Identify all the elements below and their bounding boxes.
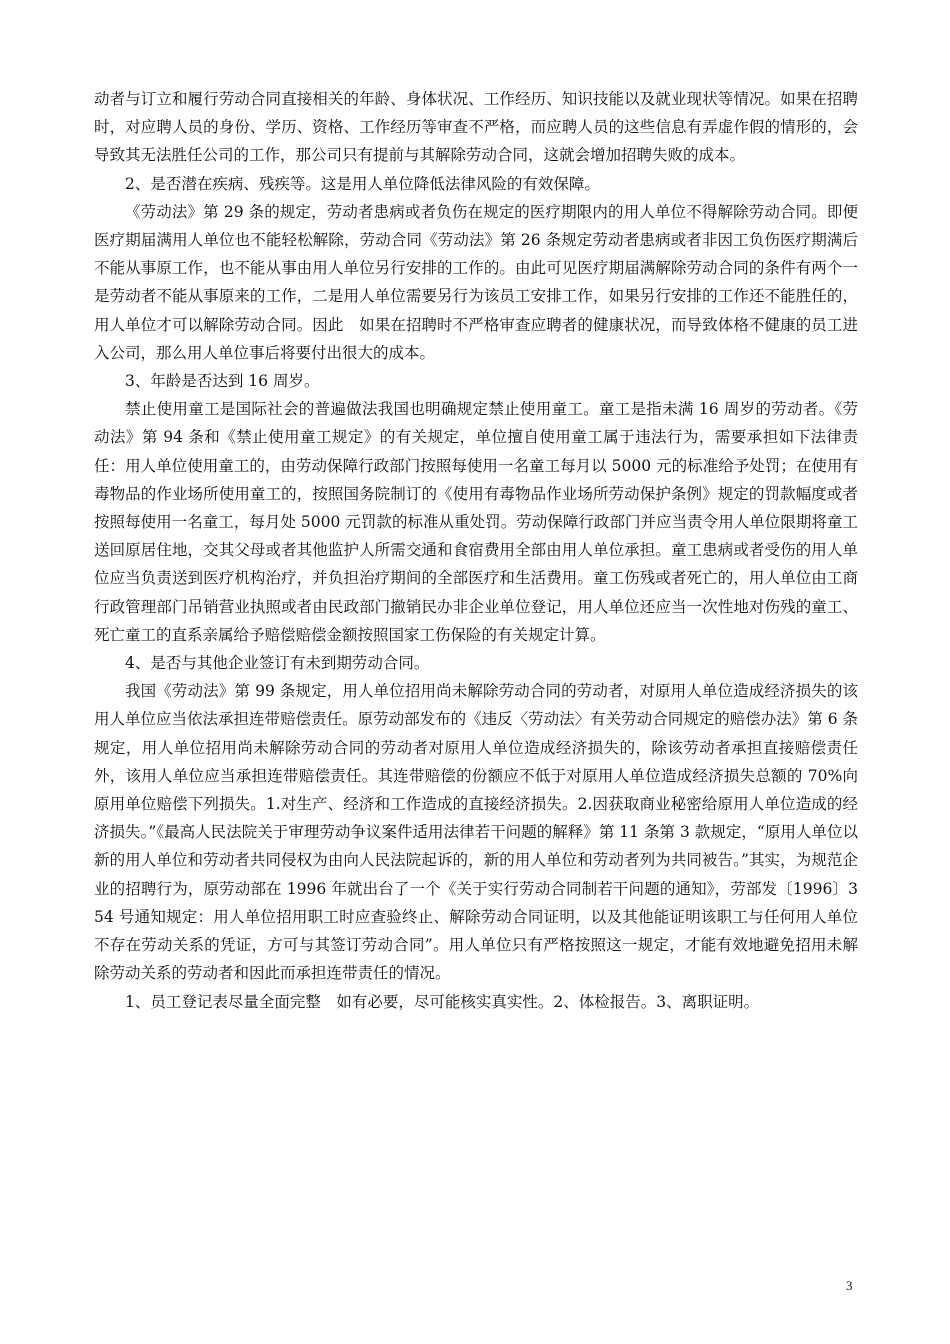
paragraph-joint-liability-law: 我国《劳动法》第 99 条规定，用人单位招用尚未解除劳动合同的劳动者，对原用人单位造成经济损失的该用人单位应当依法承担连带赔偿责任。原劳动部发布的《违反〈劳动法〉有关劳动合同规定的赔偿办法》第 6 条规定，用人单位招用尚未解除劳动合同的劳动者对原用人单位造成经济损失的，除该劳动者承担直接赔偿责任外，该用人单位应当承担连带赔偿责任。其连带赔偿的份额应不低于对原用人单位造成经济损失总额的 70%向原用单位赔偿下列损失。1.对生产、经济和工作造成的直接经济损失。2.因获取商业秘密给原用人单位造成的经济损失。”《最高人民法院关于审理劳动争议案件适用法律若干问题的解释》第 11 条第 3 款规定，“原用人单位以新的用人单位和劳动者共同侵权为由向人民法院起诉的，新的用人单位和劳动者列为共同被告。”其实，为规范企业的招聘行为，原劳动部在 1996 年就出台了一个《关于实行劳动合同制若干问题的通知》，劳部发〔1996〕354 号通知规定：用人单位招用职工时应查验终止、解除劳动合同证明，以及其他能证明该职工与任何用人单位不存在劳动关系的凭证，方可与其签订劳动合同”。用人单位只有严格按照这一规定，才能有效地避免招用未解除劳动关系的劳动者和因此而承担连带责任的情况。 <box>94 682 858 983</box>
paragraph-hiring-documents: 1、员工登记表尽量全面完整 如有必要，尽可能核实真实性。2、体检报告。3、离职证明。 <box>125 992 760 1011</box>
heading-health-check: 2、是否潜在疾病、残疾等。这是用人单位降低法律风险的有效保障。 <box>125 174 600 193</box>
paragraph-child-labor-rules: 禁止使用童工是国际社会的普遍做法我国也明确规定禁止使用童工。童工是指未满 16 周岁的劳动者。《劳动法》第 94 条和《禁止使用童工规定》的有关规定，单位擅自使用童工属于违法行为，需要承担如下法律责任：用人单位使用童工的，由劳动保障行政部门按照每使用一名童工每月以 5000 元的标准给予处罚；在使用有毒物品的作业场所使用童工的，按照国务院制订的《使用有毒物品作业场所劳动保护条例》规定的罚款幅度或者按照每使用一名童工，每月处 5000 元罚款的标准从重处罚。劳动保障行政部门并应当责令用人单位限期将童工送回原居住地，交其父母或者其他监护人所需交通和食宿费用全部由用人单位承担。童工患病或者受伤的用人单位应当负责送到医疗机构治疗，并负担治疗期间的全部医疗和生活费用。童工伤残或者死亡的，用人单位由工商行政管理部门吊销营业执照或者由民政部门撤销民办非企业单位登记，用人单位还应当一次性地对伤残的童工、死亡童工的直系亲属给予赔偿赔偿金额按照国家工伤保险的有关规定计算。 <box>94 400 858 644</box>
heading-age-check: 3、年龄是否达到 16 周岁。 <box>125 372 320 391</box>
page-number: 3 <box>846 1278 853 1293</box>
paragraph-applicant-information-continued: 动者与订立和履行劳动合同直接相关的年龄、身体状况、工作经历、知识技能以及就业现状等情况。如果在招聘时，对应聘人员的身份、学历、资格、工作经历等审查不严格，而应聘人员的这些信息有弄虚作假的情形的，会导致其无法胜任公司的工作，那公司只有提前与其解除劳动合同，这就会增加招聘失败的成本。 <box>94 90 858 165</box>
document-body <box>94 85 858 1016</box>
paragraph-medical-period-law: 《劳动法》第 29 条的规定，劳动者患病或者负伤在规定的医疗期限内的用人单位不得解除劳动合同。即便医疗期届满用人单位也不能轻松解除，劳动合同《劳动法》第 26 条规定劳动者患病或者非因工负伤医疗期满后不能从事原工作，也不能从事由用人单位另行安排的工作的。由此可见医疗期届满解除劳动合同的条件有两个一是劳动者不能从事原来的工作，二是用人单位需要另行为该员工安排工作，如果另行安排的工作还不能胜任的，用人单位才可以解除劳动合同。因此 如果在招聘时不严格审查应聘者的健康状况，而导致体格不健康的员工进入公司，那么用人单位事后将要付出很大的成本。 <box>94 202 858 362</box>
heading-existing-contract-check: 4、是否与其他企业签订有未到期劳动合同。 <box>125 654 430 673</box>
